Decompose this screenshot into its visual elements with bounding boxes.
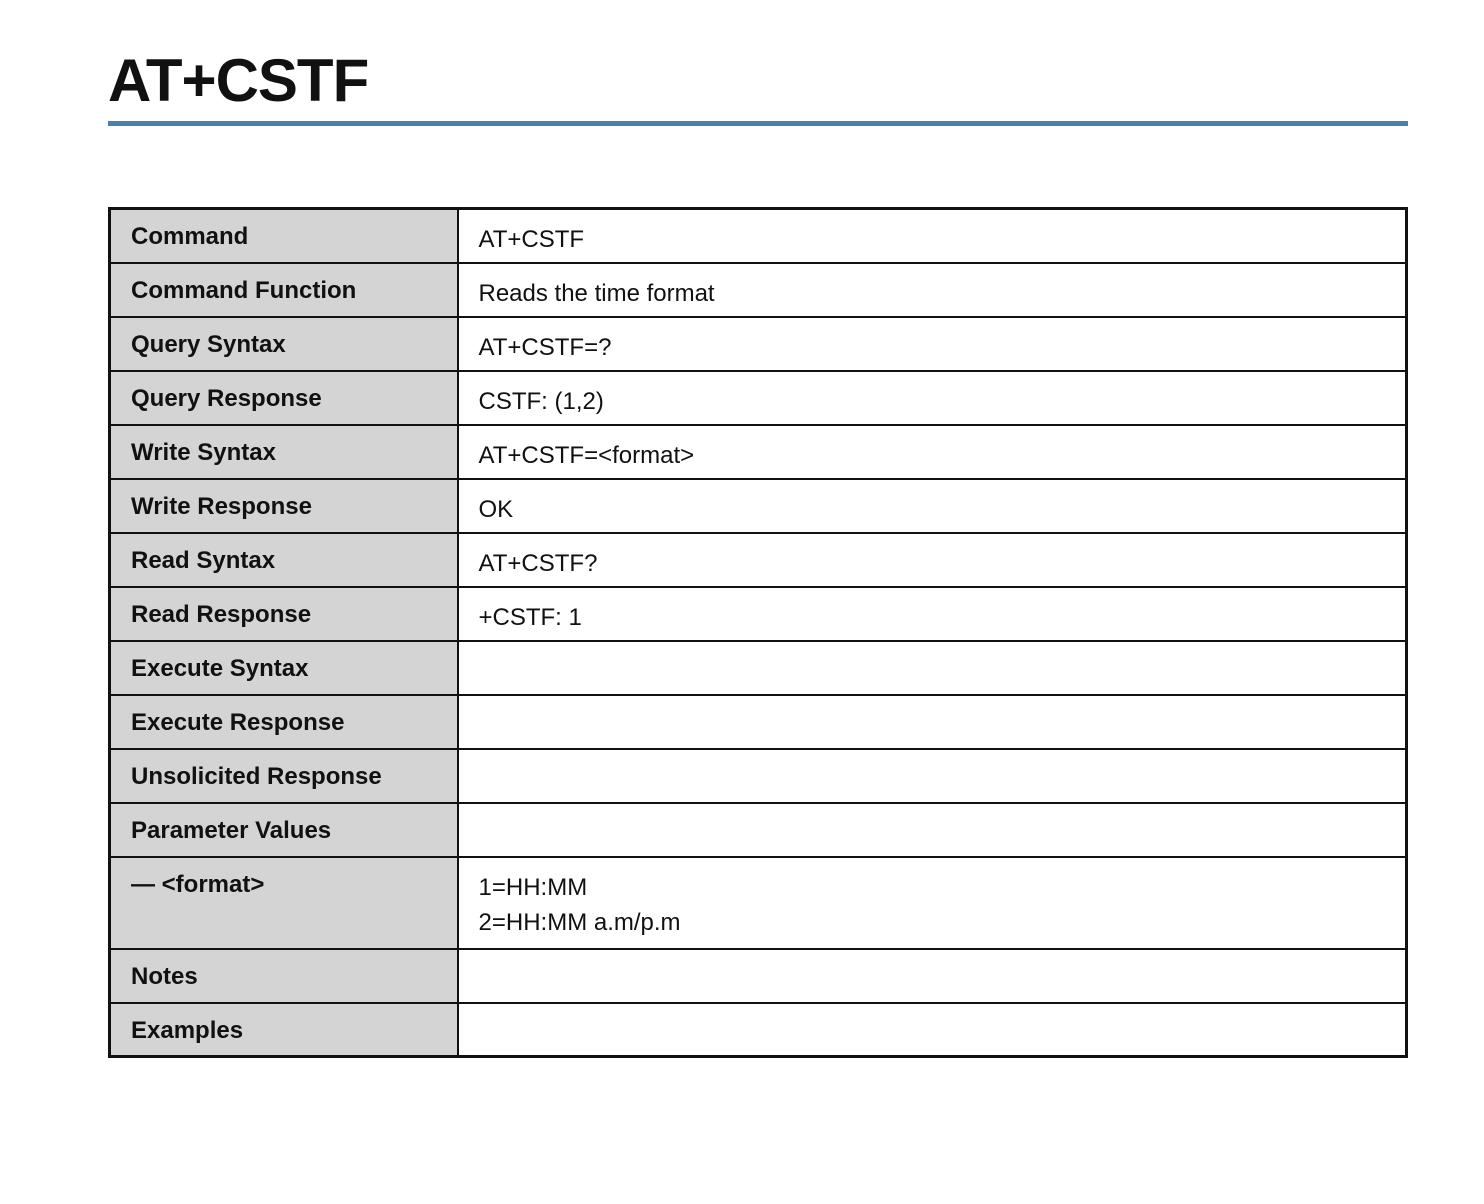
format-option-2: 2=HH:MM a.m/p.m: [478, 908, 681, 936]
row-label-format-parameter: — <format>: [110, 857, 458, 949]
row-label-unsolicited-response: Unsolicited Response: [110, 749, 458, 803]
command-spec-table: [108, 207, 1408, 1058]
row-label-read-response: Read Response: [110, 587, 458, 641]
title-underline: [108, 121, 1408, 126]
table-row: [110, 695, 1407, 749]
row-value-format-parameter: [458, 857, 1407, 949]
row-label-query-response: Query Response: [110, 371, 458, 425]
row-value-write-syntax: AT+CSTF=<format>: [458, 425, 1407, 479]
row-label-read-syntax: Read Syntax: [110, 533, 458, 587]
row-label-examples: Examples: [110, 1003, 458, 1057]
row-value-write-response: OK: [458, 479, 1407, 533]
table-row: [110, 425, 1407, 479]
row-label-write-response: Write Response: [110, 479, 458, 533]
row-label-command: Command: [110, 209, 458, 263]
row-label-command-function: Command Function: [110, 263, 458, 317]
row-value-notes: [458, 949, 1407, 1003]
table-row: [110, 371, 1407, 425]
row-value-read-response: +CSTF: 1: [458, 587, 1407, 641]
row-value-query-syntax: AT+CSTF=?: [458, 317, 1407, 371]
table-row: [110, 479, 1407, 533]
row-label-query-syntax: Query Syntax: [110, 317, 458, 371]
row-value-execute-syntax: [458, 641, 1407, 695]
row-label-write-syntax: Write Syntax: [110, 425, 458, 479]
table-row: [110, 803, 1407, 857]
table-row: [110, 949, 1407, 1003]
row-value-read-syntax: AT+CSTF?: [458, 533, 1407, 587]
row-value-command-function: Reads the time format: [458, 263, 1407, 317]
row-label-parameter-values: Parameter Values: [110, 803, 458, 857]
table-row: [110, 749, 1407, 803]
row-label-execute-response: Execute Response: [110, 695, 458, 749]
table-row: [110, 641, 1407, 695]
row-value-examples: [458, 1003, 1407, 1057]
page-title: AT+CSTF: [108, 47, 369, 114]
table-row: [110, 263, 1407, 317]
table-row: [110, 533, 1407, 587]
table-row: [110, 857, 1407, 949]
table-row: [110, 209, 1407, 263]
row-value-execute-response: [458, 695, 1407, 749]
row-value-query-response: CSTF: (1,2): [458, 371, 1407, 425]
row-value-parameter-values: [458, 803, 1407, 857]
format-option-1: 1=HH:MM: [478, 873, 588, 901]
row-label-execute-syntax: Execute Syntax: [110, 641, 458, 695]
row-value-unsolicited-response: [458, 749, 1407, 803]
row-value-command: AT+CSTF: [458, 209, 1407, 263]
row-label-notes: Notes: [110, 949, 458, 1003]
table-row: [110, 1003, 1407, 1057]
table-row: [110, 587, 1407, 641]
table-row: [110, 317, 1407, 371]
